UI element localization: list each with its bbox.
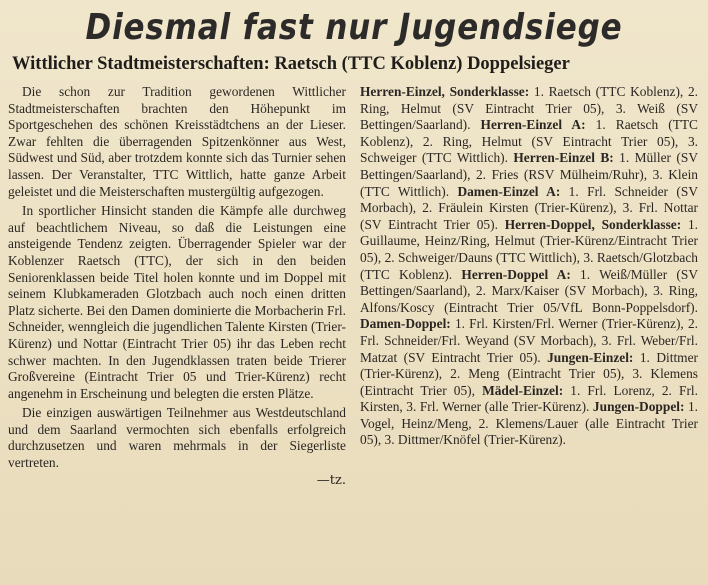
subheadline: Wittlicher Stadtmeisterschaften: Raetsch (TTC Koblenz) Doppelsieger xyxy=(12,54,570,74)
result-category: Herren-Einzel A: xyxy=(480,117,586,133)
results-list xyxy=(360,84,698,449)
result-text: 1. Müller (SV Bettingen/Saarland), 2. Fries (RSV Mülheim/Ruhr), 3. Klein (TTC Wittlich). xyxy=(360,150,698,199)
article-paragraph-3: Die einzigen auswärtigen Teilnehmer aus Westdeutschland und dem Saarland vermochten sich ebenfalls erfolgreich durchzusetzen und waren mehrmals in der Siegerliste vertreten. xyxy=(8,405,346,471)
result-text: 1. Guillaume, Heinz/Ring, Helmut (Trier-Kürenz/Eintracht Trier 05), 2. Schweiger/Dauns (TTC Wittlich), 3. Raetsch/Glotzbach (TTC Koblenz). xyxy=(360,216,698,282)
result-text: 1. Frl. Kirsten/Frl. Werner (Trier-Kürenz), 2. Frl. Schneider/Frl. Weyand (SV Morbach), 3. Frl. Weber/Frl. Matzat (SV Eintracht Trier 05). xyxy=(360,316,698,365)
author-signature: —tz. xyxy=(316,472,346,488)
article-text-column xyxy=(8,84,346,488)
result-text: 1. Frl. Lorenz, 2. Frl. Kirsten, 3. Frl. Werner (alle Trier-Kürenz). xyxy=(360,382,698,415)
result-category: Jungen-Doppel: xyxy=(592,399,685,415)
result-text: 1. Vogel, Heinz/Meng, 2. Klemens/Lauer (alle Eintracht Trier 05), 3. Dittmer/Knöfel (Trier-Kürenz). xyxy=(360,399,699,448)
headline: Diesmal fast nur Jugendsiege xyxy=(85,7,623,48)
result-text: 1. Raetsch (TTC Koblenz), 2. Ring, Helmut (SV Eintracht Trier 05), 3. Schweiger (TTC Wittlich). xyxy=(360,117,698,166)
result-category: Damen-Einzel A: xyxy=(457,183,561,199)
result-category: Jungen-Einzel: xyxy=(547,349,634,365)
result-category: Herren-Einzel, Sonderklasse: xyxy=(360,84,530,99)
result-category: Herren-Doppel, Sonderklasse: xyxy=(504,216,682,232)
result-category: Damen-Doppel: xyxy=(360,316,451,332)
article-paragraph-1: Die schon zur Tradition gewordenen Wittlicher Stadtmeisterschaften brachten den Höhepunkt im Sportgeschehen des schönen Kreisstädtchens an der Lieser. Zwar fehlten die überragenden Spitzenkönner aus West, Südwest und Süd, aber trotzdem konnte sich das Turnier sehen lassen. Der Veranstalter, TTC Wittlich, hatte ganze Arbeit geleistet und die Meisterschaften mustergültig aufgezogen. xyxy=(8,84,346,199)
result-category: Herren-Doppel A: xyxy=(461,266,571,282)
result-text: 1. Raetsch (TTC Koblenz), 2. Ring, Helmut (SV Eintracht Trier 05), 3. Weiß (SV Bettingen/Saarland). xyxy=(360,84,698,133)
result-text: 1. Weiß/Müller (SV Bettingen/Saarland), 2. Marx/Kaiser (SV Morbach), 3. Ring, Alfons/Koscy (Eintracht Trier 05/VfL Bonn-Poppelsdorf). xyxy=(360,266,698,315)
article-paragraph-2: In sportlicher Hinsicht standen die Kämpfe alle durchweg auf beachtlichem Niveau, so daß die Leistungen eine ansteigende Tendenz zeigten. Überragender Spieler war der Koblenzer Raetsch (TTC), der sich in den beiden Seniorenklassen beide Titel holen konnte und im Doppel mit seinem Klubkameraden Glotzbach auch noch einen dritten Platz sicherte. Bei den Damen dominierte die Morbacherin Frl. Schneider, wenngleich die jugendlichen Talente Kirsten (Trier-Kürenz) und Nottar (Eintracht Trier 05) ihr das Leben recht schwer machten. In den Jugendklassen traten beide Trierer Großvereine (Eintracht Trier 05 und Trier-Kürenz) recht angenehm in Erscheinung und belegten die ersten Plätze. xyxy=(8,203,346,401)
results-column xyxy=(360,84,698,488)
result-text: 1. Frl. Schneider (SV Morbach), 2. Fräulein Kirsten (Trier-Kürenz), 3. Frl. Nottar (SV Eintracht Trier 05). xyxy=(360,183,698,232)
article-columns xyxy=(8,84,700,488)
result-category: Herren-Einzel B: xyxy=(513,150,614,166)
result-category: Mädel-Einzel: xyxy=(482,382,564,398)
result-text: 1. Dittmer (Trier-Kürenz), 2. Meng (Eintracht Trier 05), 3. Klemens (Eintracht Trier 05), xyxy=(360,349,698,398)
